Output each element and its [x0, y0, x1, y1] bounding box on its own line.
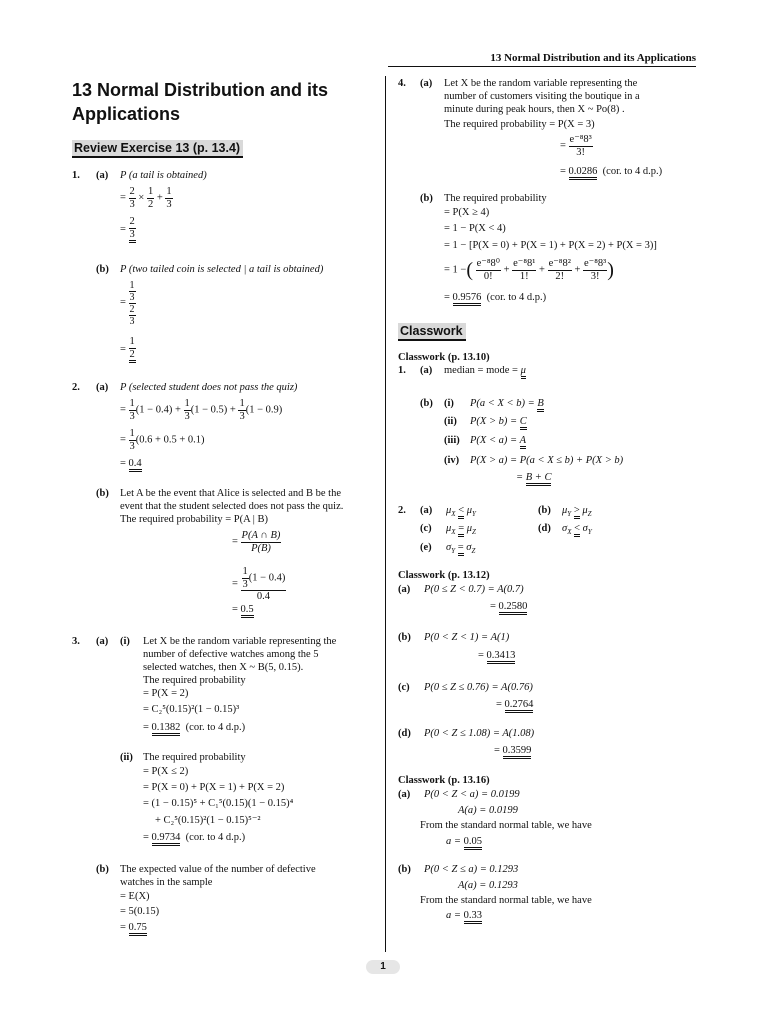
- answer-line: = $\frac{2}{3}$: [120, 216, 136, 243]
- part-label: (b): [398, 864, 411, 875]
- text-line: P(0 < Z ≤ 1.08) = A(1.08): [424, 728, 535, 739]
- text-line: P(0 < Z ≤ a) = 0.1293: [424, 864, 519, 875]
- equation-line: = $\frac{2}{3}$ × $\frac{1}{2}$ + $\frac{1}{3}$: [120, 186, 172, 210]
- text-line: number of customers visiting the boutique in a: [444, 91, 640, 102]
- text-line: = 1 − [P(X = 0) + P(X = 1) + P(X = 2) + P(X = 3)]: [444, 240, 657, 251]
- text-line: = (1 − 0.15)⁵ + C₁⁵(0.15)(1 − 0.15)⁴: [143, 798, 294, 809]
- classwork-heading: Classwork (p. 13.10): [398, 352, 490, 363]
- text-line: = P(X = 0) + P(X = 1) + P(X = 2): [143, 782, 285, 793]
- part-label: (b): [420, 193, 433, 204]
- part-label: (a): [420, 505, 433, 516]
- text-line: = P(X = 2): [143, 688, 189, 699]
- part-label: (a): [96, 382, 109, 393]
- comparison: $\sigma_Y = \sigma_Z$: [446, 542, 476, 556]
- part-label: (c): [398, 682, 410, 693]
- part-label: (a): [96, 636, 109, 647]
- section-heading-classwork: Classwork: [398, 323, 466, 341]
- text-line: watches in the sample: [120, 877, 213, 888]
- answer-line: = 0.3413: [478, 650, 515, 663]
- part-label: (a): [398, 584, 411, 595]
- equation-line: = $\frac{1}{3}$ (0.6 + 0.5 + 0.1): [120, 428, 205, 452]
- text-line: From the standard normal table, we have: [420, 895, 592, 906]
- answer-line: = $\frac{1}{2}$: [120, 336, 136, 363]
- part-label: (d): [398, 728, 411, 739]
- comparison: $\mu_Y > \mu_Z$: [562, 505, 592, 519]
- answer-line: median = mode = μ: [444, 365, 526, 378]
- text-line: P(0 < Z < 1) = A(1): [424, 632, 510, 643]
- text-line: P(0 ≤ Z < 0.7) = A(0.7): [424, 584, 524, 595]
- classwork-heading: Classwork (p. 13.12): [398, 570, 490, 581]
- chapter-title: 13 Normal Distribution and its Applications: [72, 80, 329, 124]
- equation-line: = 1 −( $\frac{\text{e⁻⁸8⁰}}{0!}$ + $\frac{\text{e⁻⁸8¹}}{1!}$ + $\frac{\text{e⁻⁸8²}}{2!}$ + $\frac{\text{e⁻⁸8³}}{3!}$ ): [444, 258, 614, 282]
- equation-line: = $\frac{1}{3}$ (1 − 0.4) 0.4: [232, 566, 286, 603]
- text-line: The required probability: [143, 675, 246, 686]
- text-line: = E(X): [120, 891, 150, 902]
- answer-line: = 0.9734 (cor. to 4 d.p.): [143, 832, 245, 845]
- text-line: P (two tailed coin is selected | a tail is obtained): [120, 264, 324, 275]
- answer-line: P(X > b) = C: [470, 416, 527, 429]
- equation-line: = 1 3 2 3: [120, 280, 135, 327]
- running-header: 13 Normal Distribution and its Applications: [490, 52, 696, 64]
- text-line: P(X > a) = P(a < X ≤ b) + P(X > b): [470, 455, 624, 466]
- answer-line: = 0.3599: [494, 745, 531, 758]
- section-heading-review: Review Exercise 13 (p. 13.4): [72, 140, 243, 158]
- subpart-label: (iii): [444, 435, 460, 446]
- text-line: The required probability = P(A | B): [120, 514, 268, 525]
- text-line: The required probability: [143, 752, 246, 763]
- answer-line: P(X < a) = A: [470, 435, 526, 448]
- answer-line: = 0.5: [232, 604, 254, 617]
- comparison: $\sigma_X < \sigma_Y$: [562, 523, 592, 537]
- text-line: P (a tail is obtained): [120, 170, 207, 181]
- answer-line: = 0.4: [120, 458, 142, 471]
- text-line: = P(X ≤ 2): [143, 766, 189, 777]
- answer-line: = 0.75: [120, 922, 147, 935]
- subpart-label: (iv): [444, 455, 460, 466]
- text-line: The required probability: [444, 193, 547, 204]
- part-label: (e): [420, 542, 432, 553]
- answer-line: = 0.2580: [490, 601, 527, 614]
- text-line: Let X be the random variable representing the: [444, 78, 638, 89]
- question-number: 2.: [398, 505, 406, 516]
- text-line: = 5(0.15): [120, 906, 160, 917]
- answer-line: P(a < X < b) = B: [470, 398, 544, 411]
- text-line: Let A be the event that Alice is selected and B be the: [120, 488, 342, 499]
- subpart-label: (i): [120, 636, 130, 647]
- part-label: (b): [96, 264, 109, 275]
- text-line: event that the student selected does not pass the quiz.: [120, 501, 344, 512]
- subpart-label: (i): [444, 398, 454, 409]
- text-line: P(0 ≤ Z ≤ 0.76) = A(0.76): [424, 682, 533, 693]
- subpart-label: (ii): [120, 752, 133, 763]
- text-line: The required probability = P(X = 3): [444, 119, 595, 130]
- text-line: The expected value of the number of defective: [120, 864, 316, 875]
- comparison: $\mu_X = \mu_Z$: [446, 523, 476, 537]
- text-line: From the standard normal table, we have: [420, 820, 592, 831]
- part-label: (d): [538, 523, 551, 534]
- answer-line: a = 0.05: [446, 836, 482, 849]
- question-number: 2.: [72, 382, 80, 393]
- part-label: (a): [420, 365, 433, 376]
- text-line: Let X be the random variable representing the: [143, 636, 337, 647]
- question-number: 3.: [72, 636, 80, 647]
- text-line: = P(X ≥ 4): [444, 207, 490, 218]
- part-label: (b): [538, 505, 551, 516]
- text-line: = C₂⁵(0.15)²(1 − 0.15)³: [143, 704, 240, 715]
- part-label: (b): [398, 632, 411, 643]
- page-number: 1: [366, 960, 400, 974]
- text-line: A(a) = 0.0199: [458, 805, 518, 816]
- text-line: P (selected student does not pass the quiz): [120, 382, 298, 393]
- classwork-heading: Classwork (p. 13.16): [398, 775, 490, 786]
- text-line: P(0 < Z < a) = 0.0199: [424, 789, 520, 800]
- text-line: + C₂⁵(0.15)²(1 − 0.15)⁵⁻²: [155, 815, 261, 826]
- part-label: (a): [398, 789, 411, 800]
- header-rule: [388, 66, 696, 67]
- column-divider: [385, 76, 386, 952]
- text-line: = 1 − P(X < 4): [444, 223, 506, 234]
- question-number: 1.: [72, 170, 80, 181]
- text-line: number of defective watches among the 5: [143, 649, 319, 660]
- equation-line: = $\frac{1}{3}$ (1 − 0.4) + $\frac{1}{3}$ (1 − 0.5) + $\frac{1}{3}$ (1 − 0.9): [120, 398, 283, 422]
- text-line: minute during peak hours, then X ~ Po(8) .: [444, 104, 625, 115]
- text-line: A(a) = 0.1293: [458, 880, 518, 891]
- text-line: selected watches, then X ~ B(5, 0.15).: [143, 662, 304, 673]
- answer-line: = 0.2764: [496, 699, 533, 712]
- answer-line: = 0.9576 (cor. to 4 d.p.): [444, 292, 546, 305]
- part-label: (a): [420, 78, 433, 89]
- answer-line: = 0.1382 (cor. to 4 d.p.): [143, 722, 245, 735]
- equation-line: = $\frac{\text{e⁻⁸8³}}{3!}$: [560, 134, 592, 158]
- equation-line: = $\frac{P(A \cap B)}{P(B)}$: [232, 530, 281, 554]
- part-label: (b): [420, 398, 433, 409]
- part-label: (b): [96, 864, 109, 875]
- answer-line: = B + C: [516, 472, 551, 485]
- subpart-label: (ii): [444, 416, 457, 427]
- question-number: 4.: [398, 78, 406, 89]
- answer-line: a = 0.33: [446, 910, 482, 923]
- part-label: (b): [96, 488, 109, 499]
- answer-line: = 0.0286 (cor. to 4 d.p.): [560, 166, 662, 179]
- part-label: (c): [420, 523, 432, 534]
- part-label: (a): [96, 170, 109, 181]
- question-number: 1.: [398, 365, 406, 376]
- comparison: $\mu_X < \mu_Y$: [446, 505, 476, 519]
